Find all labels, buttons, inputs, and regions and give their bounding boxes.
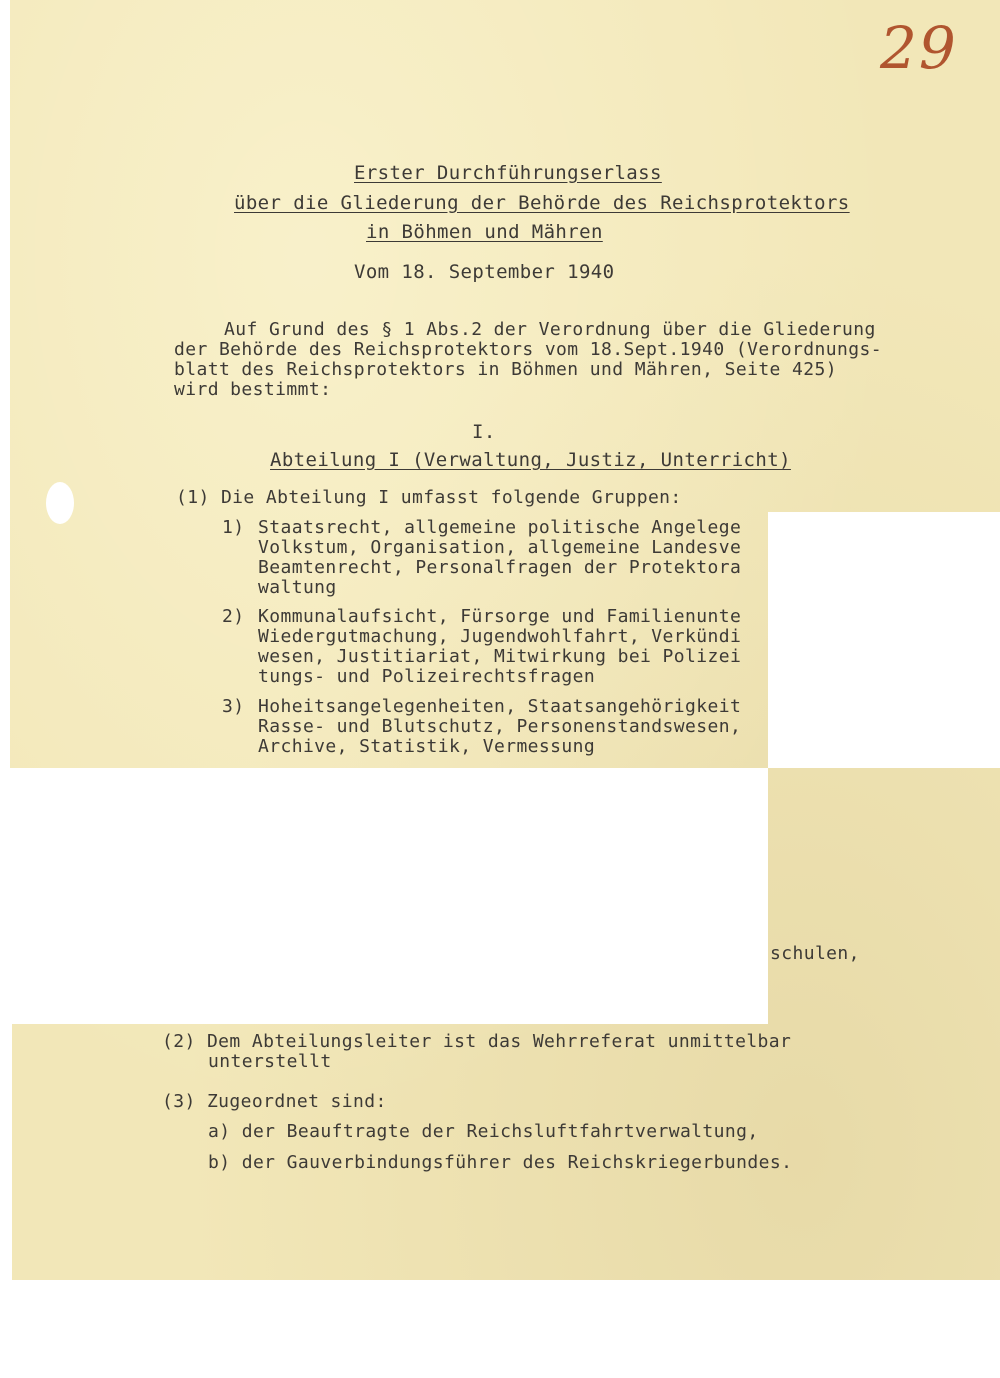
group-3-line: Archive, Statistik, Vermessung — [258, 736, 596, 757]
paragraph-3-item: a) der Beauftragte der Reichsluftfahrtverwaltung, — [208, 1121, 759, 1142]
title-date: Vom 18. September 1940 — [354, 261, 615, 283]
group-3-line: Hoheitsangelegenheiten, Staatsangehörigkeit — [258, 696, 742, 717]
group-2-line: tungs- und Polizeirechtsfragen — [258, 666, 596, 687]
group-1-line: Beamtenrecht, Personalfragen der Protektora — [258, 557, 742, 578]
intro-line-3: blatt des Reichsprotektors in Böhmen und Mähren, Seite 425) — [174, 359, 837, 380]
redaction-block — [768, 512, 1000, 768]
group-1-number: 1) — [222, 517, 245, 538]
group-2-number: 2) — [222, 606, 245, 627]
group-1-line: waltung — [258, 577, 337, 598]
paragraph-2-line: (2) Dem Abteilungsleiter ist das Wehrreferat unmittelbar — [162, 1031, 792, 1052]
group-3-number: 3) — [222, 696, 245, 717]
title-line-2: über die Gliederung der Behörde des Reichsprotektors — [234, 192, 850, 214]
paragraph-1: (1) Die Abteilung I umfasst folgende Gruppen: — [176, 487, 682, 508]
intro-line-4: wird bestimmt: — [174, 379, 332, 400]
page-margin — [0, 1024, 12, 1280]
group-3-line: Rasse- und Blutschutz, Personenstandswesen, — [258, 716, 742, 737]
section-number: I. — [472, 421, 496, 443]
page-margin — [0, 0, 10, 770]
group-2-line: wesen, Justitiariat, Mitwirkung bei Polizei — [258, 646, 742, 667]
punch-hole — [46, 482, 74, 524]
page-number: 29 — [880, 14, 958, 82]
paragraph-3-head: (3) Zugeordnet sind: — [162, 1091, 387, 1112]
group-1-line: Volkstum, Organisation, allgemeine Landesve — [258, 537, 742, 558]
intro-line-2: der Behörde des Reichsprotektors vom 18.Sept.1940 (Verordnungs- — [174, 339, 882, 360]
title-line-1: Erster Durchführungserlass — [354, 162, 662, 184]
group-2-line: Wiedergutmachung, Jugendwohlfahrt, Verkündi — [258, 626, 742, 647]
text-fragment: schulen, — [770, 943, 860, 964]
group-1-line: Staatsrecht, allgemeine politische Angelege — [258, 517, 742, 538]
redaction-block — [0, 768, 768, 1024]
paragraph-2-line: unterstellt — [208, 1051, 332, 1072]
intro-line-1: Auf Grund des § 1 Abs.2 der Verordnung über die Gliederung — [224, 319, 876, 340]
title-line-3: in Böhmen und Mähren — [366, 221, 603, 243]
paragraph-3-item: b) der Gauverbindungsführer des Reichskriegerbundes. — [208, 1152, 793, 1173]
section-title: Abteilung I (Verwaltung, Justiz, Unterricht) — [270, 449, 791, 471]
group-2-line: Kommunalaufsicht, Fürsorge und Familienunte — [258, 606, 742, 627]
